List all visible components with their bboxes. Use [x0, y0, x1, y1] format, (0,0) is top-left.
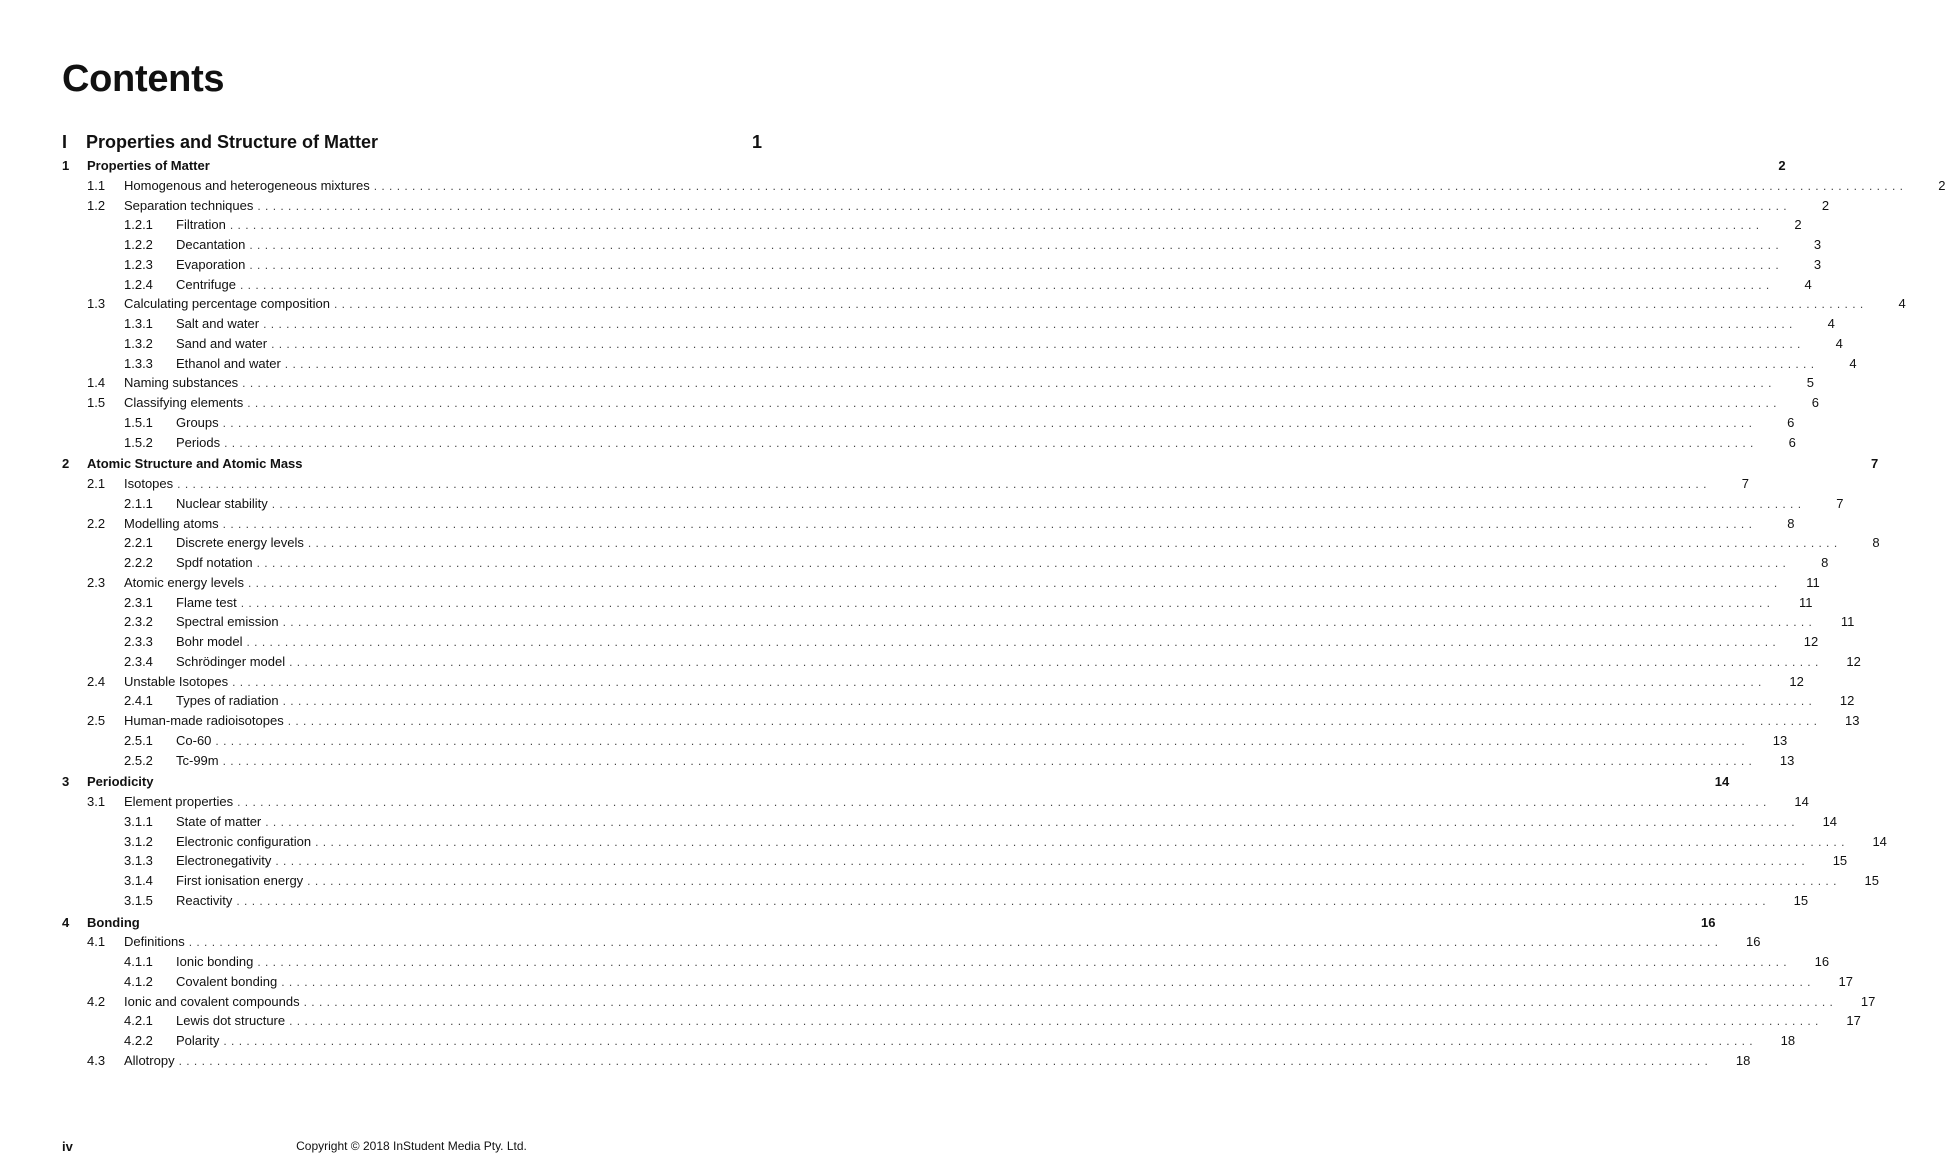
dot-leader: . . . . . . . . . . . . . . . . . . . . . . . . . . . . . . . . . . . . . . . . . . . . . . . . . . . . . . . . . . . . . . . . . . . . . . . . . . . . . . . . . . . . . . . . . . . . . . . . . . . . . . . . . . . . . . . . . . . . . . . . . . . . . . . . . . . . . . . . . . . . . . . . . . . . . . . . . . . . . . . . . . . . . . . . . . . . . . . . . . . . . . . . . . . . . . . . . . . . . . . . [303, 994, 1834, 1009]
toc-entry-number: 3.1.2 [124, 833, 153, 849]
toc-subsection-entry[interactable] [62, 632, 1819, 652]
toc-entry-title: Filtration [176, 217, 226, 233]
toc-entry-title: Spectral emission [176, 614, 279, 630]
dot-leader: . . . . . . . . . . . . . . . . . . . . . . . . . . . . . . . . . . . . . . . . . . . . . . . . . . . . . . . . . . . . . . . . . . . . . . . . . . . . . . . . . . . . . . . . . . . . . . . . . . . . . . . . . . . . . . . . . . . . . . . . . . . . . . . . . . . . . . . . . . . . . . . . . . . . . . . . . . . . . . . . . . . . . . . . . . . . . . . . . . . . . . . . . . . . . . . . . . . . . . . . [236, 893, 1767, 908]
toc-entry-page-number: 18 [1735, 1052, 1751, 1068]
dot-leader: . . . . . . . . . . . . . . . . . . . . . . . . . . . . . . . . . . . . . . . . . . . . . . . . . . . . . . . . . . . . . . . . . . . . . . . . . . . . . . . . . . . . . . . . . . . . . . . . . . . . . . . . . . . . . . . . . . . . . . . . . . . . . . . . . . . . . . . . . . . . . . . . . . . . . . . . . . . . . . . . . . . . . . . . . . . . . . . . . . . . . . . . . . . . . . . . . . . . . . . . [289, 1014, 1819, 1029]
toc-subsection-entry[interactable] [62, 1031, 1796, 1051]
toc-entry-number: 1.1 [87, 177, 106, 193]
dot-leader: . . . . . . . . . . . . . . . . . . . . . . . . . . . . . . . . . . . . . . . . . . . . . . . . . . . . . . . . . . . . . . . . . . . . . . . . . . . . . . . . . . . . . . . . . . . . . . . . . . . . . . . . . . . . . . . . . . . . . . . . . . . . . . . . . . . . . . . . . . . . . . . . . . . . . . . . . . . . . . . . . . . . . . . . . . . . . . . . . . . . . . . . . . . . . . . . . . . . . . . . [265, 814, 1796, 829]
toc-entry-title: Electronegativity [176, 853, 272, 869]
dot-leader: . . . . . . . . . . . . . . . . . . . . . . . . . . . . . . . . . . . . . . . . . . . . . . . . . . . . . . . . . . . . . . . . . . . . . . . . . . . . . . . . . . . . . . . . . . . . . . . . . . . . . . . . . . . . . . . . . . . . . . . . . . . . . . . . . . . . . . . . . . . . . . . . . . . . . . . . . . . . . . . . . . . . . . . . . . . . . . . . . . . . . . . . . . . . . . . . . . . . . . . . [275, 854, 1806, 869]
toc-entry-title: Electronic configuration [176, 833, 312, 849]
toc-entry-number: 3.1.4 [124, 873, 153, 888]
toc-entry-title: Polarity [176, 1033, 220, 1048]
toc-entry-number: 3.1.5 [124, 892, 153, 908]
part-title: Properties and Structure of Matter [86, 131, 379, 152]
dot-leader: . . . . . . . . . . . . . . . . . . . . . . . . . . . . . . . . . . . . . . . . . . . . . . . . . . . . . . . . . . . . . . . . . . . . . . . . . . . . . . . . . . . . . . . . . . . . . . . . . . . . . . . . . . . . . . . . . . . . . . . . . . . . . . . . . . . . . . . . . . . . . . . . . . . . . . . . . . . . . . . . . . . . . . . . . . . . . . . . . . . . . . . . . . . . . . . . . . . . . . . . [271, 336, 1801, 351]
toc-entry-page-number: 2 [1778, 158, 1786, 173]
toc-subsection-entry[interactable] [62, 832, 1887, 852]
dot-leader: . . . . . . . . . . . . . . . . . . . . . . . . . . . . . . . . . . . . . . . . . . . . . . . . . . . . . . . . . . . . . . . . . . . . . . . . . . . . . . . . . . . . . . . . . . . . . . . . . . . . . . . . . . . . . . . . . . . . . . . . . . . . . . . . . . . . . . . . . . . . . . . . . . . . . . . . . . . . . . . . . . . . . . . . . . . . . . . . . . . . . . . . . . . . . . . . . . . . . . . . [246, 635, 1777, 649]
toc-entry-page-number: 16 [1814, 954, 1830, 969]
toc-subsection-entry[interactable] [62, 972, 1853, 992]
toc-entry-title: Schrödinger model [176, 653, 286, 669]
toc-section-entry[interactable] [62, 932, 1761, 952]
toc-entry-title: Definitions [124, 934, 185, 950]
toc-subsection-entry[interactable] [62, 494, 1844, 514]
toc-entry-title: Co-60 [176, 732, 212, 748]
toc-entry-page-number: 12 [1789, 673, 1804, 689]
toc-entry-title: Covalent bonding [176, 973, 278, 989]
part-page-number: 1 [751, 131, 762, 152]
dot-leader: . . . . . . . . . . . . . . . . . . . . . . . . . . . . . . . . . . . . . . . . . . . . . . . . . . . . . . . . . . . . . . . . . . . . . . . . . . . . . . . . . . . . . . . . . . . . . . . . . . . . . . . . . . . . . . . . . . . . . . . . . . . . . . . . . . . . . . . . . . . . . . . . . . . . . . . . . . . . . . . . . . . . . . . . . . . . . . . . . . . . . . . . . . . . . . . . . . . . . . . . [282, 615, 1813, 630]
toc-entry-title: Isotopes [124, 476, 174, 491]
toc-entry-page-number: 15 [1832, 853, 1848, 869]
toc-entry-page-number: 18 [1780, 1033, 1796, 1048]
dot-leader: . . . . . . . . . . . . . . . . . . . . . . . . . . . . . . . . . . . . . . . . . . . . . . . . . . . . . . . . . . . . . . . . . . . . . . . . . . . . . . . . . . . . . . . . . . . . . . . . . . . . . . . . . . . . . . . . . . . . . . . . . . . . . . . . . . . . . . . . . . . . . . . . . . . . . . . . . . . . . . . . . . . . . . . . . . . . . . . . . . . . . . . . . . . . . . . . . . . . . . . . [178, 1053, 1709, 1068]
toc-subsection-entry[interactable] [62, 413, 1795, 433]
toc-entry-number: 1.2.4 [124, 276, 153, 292]
dot-leader: . . . . . . . . . . . . . . . . . . . . . . . . . . . . . . . . . . . . . . . . . . . . . . . . . . . . . . . . . . . . . . . . . . . . . . . . . . . . . . . . . . . . . . . . . . . . . . . . . . . . . . . . . . . . . . . . . . . . . . . . . . . . . . . . . . . . . . . . . . . . . . . . . . . . . . . . . . . . . . . . . . . . . . . . . . . . . . . . . . . . . . . . . . . . . . . . . . . . . . . . [249, 238, 1780, 252]
toc-entry-number: 1.2.2 [124, 237, 153, 252]
toc-section-entry[interactable] [62, 672, 1804, 692]
toc-entry-page-number: 16 [1746, 934, 1761, 950]
toc-entry-page-number: 15 [1793, 892, 1809, 908]
dot-leader: . . . . . . . . . . . . . . . . . . . . . . . . . . . . . . . . . . . . . . . . . . . . . . . . . . . . . . . . . . . . . . . . . . . . . . . . . . . . . . . . . . . . . . . . . . . . . . . . . . . . . . . . . . . . . . . . . . . . . . . . . . . . . . . . . . . . . . . . . . . . . . . . . . . . . . . . . . . . . . . . . . . . . . . . . . . . . . . . . . . . . . . . . . . . . . . . . . . . . . . . [263, 317, 1793, 331]
toc-entry-number: 2.2.1 [124, 535, 153, 551]
toc-entry-title: Bonding [87, 914, 140, 930]
toc-entry-title: Properties of Matter [87, 158, 210, 173]
toc-entry-title: Groups [176, 414, 219, 430]
toc-entry-title: Atomic Structure and Atomic Mass [87, 456, 303, 472]
toc-subsection-entry[interactable] [62, 751, 1795, 771]
toc-section-entry[interactable] [62, 792, 1809, 812]
dot-leader: . . . . . . . . . . . . . . . . . . . . . . . . . . . . . . . . . . . . . . . . . . . . . . . . . . . . . . . . . . . . . . . . . . . . . . . . . . . . . . . . . . . . . . . . . . . . . . . . . . . . . . . . . . . . . . . . . . . . . . . . . . . . . . . . . . . . . . . . . . . . . . . . . . . . . . . . . . . . . . . . . . . . . . . . . . . . . . . . . . . . . . . . . . . . . . . . . . . . . . . . [282, 694, 1813, 709]
dot-leader: . . . . . . . . . . . . . . . . . . . . . . . . . . . . . . . . . . . . . . . . . . . . . . . . . . . . . . . . . . . . . . . . . . . . . . . . . . . . . . . . . . . . . . . . . . . . . . . . . . . . . . . . . . . . . . . . . . . . . . . . . . . . . . . . . . . . . . . . . . . . . . . . . . . . . . . . . . . . . . . . . . . . . . . . . . . . . . . . . . . . . . . . . . . . . . . . . . . . . . . . [281, 974, 1811, 989]
toc-subsection-entry[interactable] [62, 731, 1788, 751]
toc-subsection-entry[interactable] [62, 652, 1861, 672]
dot-leader: . . . . . . . . . . . . . . . . . . . . . . . . . . . . . . . . . . . . . . . . . . . . . . . . . . . . . . . . . . . . . . . . . . . . . . . . . . . . . . . . . . . . . . . . . . . . . . . . . . . . . . . . . . . . . . . . . . . . . . . . . . . . . . . . . . . . . . . . . . . . . . . . . . . . . . . . . . . . . . . . . . . . . . . . . . . . . . . . . . . . . . . . . . . . . . . . . . . . . . . . [222, 415, 1753, 430]
dot-leader: . . . . . . . . . . . . . . . . . . . . . . . . . . . . . . . . . . . . . . . . . . . . . . . . . . . . . . . . . . . . . . . . . . . . . . . . . . . . . . . . . . . . . . . . . . . . . . . . . . . . . . . . . . . . . . . . . . . . . . . . . . . . . . . . . . . . . . . . . . . . . . . . . . . . . . . . . . . . . . . . . . . . . . . . . . . . . . . . . . . . . . . . . . . . . . . . . . . . . . . . [307, 536, 1838, 551]
toc-entry-page-number: 14 [1794, 794, 1809, 809]
toc-entry-page-number: 4 [1898, 296, 1906, 312]
toc-entry-page-number: 3 [1813, 256, 1822, 272]
toc-entry-page-number: 2 [1821, 197, 1830, 213]
toc-entry-page-number: 7 [1871, 456, 1879, 472]
toc-entry-title: Spdf notation [176, 555, 253, 570]
toc-entry-title: Tc-99m [176, 752, 219, 768]
toc-entry-number: 1.2.1 [124, 217, 153, 233]
footer-copyright: Copyright © 2018 InStudent Media Pty. Ltd. [296, 1139, 527, 1153]
toc-chapter-entry[interactable] [62, 772, 1730, 792]
toc-entry-title: Bohr model [176, 634, 243, 649]
toc-entry-title: Salt and water [176, 316, 260, 331]
toc-entry-page-number: 17 [1860, 993, 1876, 1009]
toc-entry-page-number: 11 [1840, 614, 1855, 630]
toc-section-entry[interactable] [62, 373, 1814, 393]
toc-entry-page-number: 16 [1701, 914, 1716, 930]
dot-leader: . . . . . . . . . . . . . . . . . . . . . . . . . . . . . . . . . . . . . . . . . . . . . . . . . . . . . . . . . . . . . . . . . . . . . . . . . . . . . . . . . . . . . . . . . . . . . . . . . . . . . . . . . . . . . . . . . . . . . . . . . . . . . . . . . . . . . . . . . . . . . . . . . . . . . . . . . . . . . . . . . . . . . . . . . . . . . . . . . . . . . . . . . . . . . . . . . . . . . . . . [229, 218, 1760, 233]
toc-entry-number: 1.5 [87, 395, 106, 410]
toc-entry-page-number: 15 [1864, 873, 1879, 888]
toc-entry-page-number: 6 [1787, 414, 1795, 430]
dot-leader: . . . . . . . . . . . . . . . . . . . . . . . . . . . . . . . . . . . . . . . . . . . . . . . . . . . . . . . . . . . . . . . . . . . . . . . . . . . . . . . . . . . . . . . . . . . . . . . . . . . . . . . . . . . . . . . . . . . . . . . . . . . . . . . . . . . . . . . . . . . . . . . . . . . . . . . . . . . . . . . . . . . . . . . . . . . . . . . . . . . . . . . . . . . . . . . . . . . . . . . . [224, 435, 1754, 450]
toc-entry-title: Calculating percentage composition [124, 296, 330, 312]
toc-subsection-entry[interactable] [62, 334, 1843, 354]
dot-leader: . . . . . . . . . . . . . . . . . . . . . . . . . . . . . . . . . . . . . . . . . . . . . . . . . . . . . . . . . . . . . . . . . . . . . . . . . . . . . . . . . . . . . . . . . . . . . . . . . . . . . . . . . . . . . . . . . . . . . . . . . . . . . . . . . . . . . . . . . . . . . . . . . . . . . . . . . . . . . . . . . . . . . . . . . . . . . . . . . . . . . . . . . . . . . . . . . . . . . . . . [188, 935, 1719, 950]
dot-leader: . . . . . . . . . . . . . . . . . . . . . . . . . . . . . . . . . . . . . . . . . . . . . . . . . . . . . . . . . . . . . . . . . . . . . . . . . . . . . . . . . . . . . . . . . . . . . . . . . . . . . . . . . . . . . . . . . . . . . . . . . . . . . . . . . . . . . . . . . . . . . . . . . . . . . . . . . . . . . . . . . . . . . . . . . . . . . . . . . . . . . . . . . . . . . . . . . . . . . . . . [333, 297, 1864, 312]
toc-entry-title: Sand and water [176, 335, 268, 351]
toc-entry-title: Lewis dot structure [176, 1013, 286, 1029]
toc-entry-page-number: 8 [1787, 515, 1795, 531]
toc-entry-title: State of matter [176, 813, 262, 829]
footer-page-number: iv [62, 1139, 73, 1154]
toc-entry-number: 4.1.1 [124, 954, 153, 969]
toc-section-entry[interactable] [62, 176, 1945, 196]
toc-entry-page-number: 14 [1872, 833, 1887, 849]
toc-entry-number: 1.5.2 [124, 434, 153, 450]
dot-leader: . . . . . . . . . . . . . . . . . . . . . . . . . . . . . . . . . . . . . . . . . . . . . . . . . . . . . . . . . . . . . . . . . . . . . . . . . . . . . . . . . . . . . . . . . . . . . . . . . . . . . . . . . . . . . . . . . . . . . . . . . . . . . . . . . . . . . . . . . . . . . . . . . . . . . . . . . . . . . . . . . . . . . . . . . . . . . . . . . . . . . . . . . . . . . . . . . . . . . . . . [223, 1034, 1754, 1048]
toc-entry-page-number: 13 [1779, 752, 1795, 768]
toc-section-entry[interactable] [62, 992, 1876, 1012]
toc-entry-title: Types of radiation [176, 693, 279, 709]
toc-entry-number: 1.4 [87, 375, 106, 391]
page-title: Contents [62, 58, 225, 100]
toc-entry-title: Unstable Isotopes [124, 673, 229, 689]
toc-entry-page-number: 4 [1849, 355, 1857, 371]
toc-entry-title: Ionic and covalent compounds [124, 993, 300, 1009]
toc-entry-number: 4.2.2 [124, 1033, 153, 1048]
toc-section-entry[interactable] [62, 393, 1819, 413]
dot-leader: . . . . . . . . . . . . . . . . . . . . . . . . . . . . . . . . . . . . . . . . . . . . . . . . . . . . . . . . . . . . . . . . . . . . . . . . . . . . . . . . . . . . . . . . . . . . . . . . . . . . . . . . . . . . . . . . . . . . . . . . . . . . . . . . . . . . . . . . . . . . . . . . . . . . . . . . . . . . . . . . . . . . . . . . . . . . . . . . . . . . . . . . . . . . . . . . . . . . . . . . [237, 795, 1767, 809]
toc-entry-title: Classifying elements [124, 395, 244, 410]
dot-leader: . . . . . . . . . . . . . . . . . . . . . . . . . . . . . . . . . . . . . . . . . . . . . . . . . . . . . . . . . . . . . . . . . . . . . . . . . . . . . . . . . . . . . . . . . . . . . . . . . . . . . . . . . . . . . . . . . . . . . . . . . . . . . . . . . . . . . . . . . . . . . . . . . . . . . . . . . . . . . . . . . . . . . . . . . . . . . . . . . . . . . . . . . . . . . . . . . . . . . . . . [257, 198, 1788, 213]
toc-entry-title: Periodicity [87, 774, 154, 790]
toc-entry-number: 3.1.3 [124, 853, 153, 869]
toc-entry-title: Ionic bonding [176, 954, 254, 969]
toc-entry-number: 1 [62, 158, 70, 173]
toc-section-entry[interactable] [62, 474, 1749, 494]
toc-entry-page-number: 4 [1827, 316, 1835, 331]
toc-entry-number: 2.2 [87, 515, 106, 531]
toc-entry-number: 3 [62, 774, 70, 790]
toc-entry-number: 2.5 [87, 713, 106, 728]
toc-entry-page-number: 5 [1806, 375, 1814, 391]
toc-entry-page-number: 8 [1821, 555, 1829, 570]
toc-entry-number: 2.4.1 [124, 693, 153, 709]
dot-leader: . . . . . . . . . . . . . . . . . . . . . . . . . . . . . . . . . . . . . . . . . . . . . . . . . . . . . . . . . . . . . . . . . . . . . . . . . . . . . . . . . . . . . . . . . . . . . . . . . . . . . . . . . . . . . . . . . . . . . . . . . . . . . . . . . . . . . . . . . . . . . . . . . . . . . . . . . . . . . . . . . . . . . . . . . . . . . . . . . . . . . . . . . . . . . . . . . . . . . . . . [257, 955, 1788, 969]
toc-entry-title: Element properties [124, 794, 234, 809]
toc-entry-title: Naming substances [124, 375, 239, 391]
toc-entry-page-number: 17 [1846, 1013, 1861, 1029]
toc-entry-page-number: 11 [1798, 594, 1813, 610]
toc-entry-number: 2.4 [87, 673, 106, 689]
dot-leader: . . . . . . . . . . . . . . . . . . . . . . . . . . . . . . . . . . . . . . . . . . . . . . . . . . . . . . . . . . . . . . . . . . . . . . . . . . . . . . . . . . . . . . . . . . . . . . . . . . . . . . . . . . . . . . . . . . . . . . . . . . . . . . . . . . . . . . . . . . . . . . . . . . . . . . . . . . . . . . . . . . . . . . . . . . . . . . . . . . . . . . . . . . . . . . . . . . . . . . . . [307, 874, 1837, 888]
toc-chapter-entry[interactable] [62, 156, 1786, 176]
dot-leader: . . . . . . . . . . . . . . . . . . . . . . . . . . . . . . . . . . . . . . . . . . . . . . . . . . . . . . . . . . . . . . . . . . . . . . . . . . . . . . . . . . . . . . . . . . . . . . . . . . . . . . . . . . . . . . . . . . . . . . . . . . . . . . . . . . . . . . . . . . . . . . . . . . . . . . . . . . . . . . . . . . . . . . . . . . . . . . . . . . . . . . . . . . . . . . . . . . . . . . . . [247, 396, 1777, 410]
toc-entry-title: Modelling atoms [124, 515, 219, 531]
toc-subsection-entry[interactable] [62, 952, 1830, 972]
dot-leader: . . . . . . . . . . . . . . . . . . . . . . . . . . . . . . . . . . . . . . . . . . . . . . . . . . . . . . . . . . . . . . . . . . . . . . . . . . . . . . . . . . . . . . . . . . . . . . . . . . . . . . . . . . . . . . . . . . . . . . . . . . . . . . . . . . . . . . . . . . . . . . . . . . . . . . . . . . . . . . . . . . . . . . . . . . . . . . . . . . . . . . . . . . . . . . . . . . . . . . . . [247, 575, 1778, 590]
dot-leader: . . . . . . . . . . . . . . . . . . . . . . . . . . . . . . . . . . . . . . . . . . . . . . . . . . . . . . . . . . . . . . . . . . . . . . . . . . . . . . . . . . . . . . . . . . . . . . . . . . . . . . . . . . . . . . . . . . . . . . . . . . . . . . . . . . . . . . . . . . . . . . . . . . . . . . . . . . . . . . . . . . . . . . . . . . . . . . . . . . . . . . . . . . . . . . . . . . . . . . . . [289, 654, 1819, 669]
toc-entry-page-number: 12 [1846, 653, 1861, 669]
dot-leader: . . . . . . . . . . . . . . . . . . . . . . . . . . . . . . . . . . . . . . . . . . . . . . . . . . . . . . . . . . . . . . . . . . . . . . . . . . . . . . . . . . . . . . . . . . . . . . . . . . . . . . . . . . . . . . . . . . . . . . . . . . . . . . . . . . . . . . . . . . . . . . . . . . . . . . . . . . . . . . . . . . . . . . . . . . . . . . . . . . . . . . . . . . . . . . . . . . . . . . . . [215, 733, 1746, 748]
toc-entry-page-number: 11 [1806, 574, 1820, 590]
toc-entry-page-number: 7 [1836, 495, 1844, 511]
toc-entry-number: 2.2.2 [124, 555, 153, 570]
toc-entry-number: 4.3 [87, 1052, 106, 1068]
toc-subsection-entry[interactable] [62, 891, 1809, 911]
toc-entry-title: First ionisation energy [176, 873, 304, 888]
toc-entry-title: Human-made radioisotopes [124, 713, 284, 728]
toc-subsection-entry[interactable] [62, 235, 1822, 255]
toc-subsection-entry[interactable] [62, 533, 1880, 553]
dot-leader: . . . . . . . . . . . . . . . . . . . . . . . . . . . . . . . . . . . . . . . . . . . . . . . . . . . . . . . . . . . . . . . . . . . . . . . . . . . . . . . . . . . . . . . . . . . . . . . . . . . . . . . . . . . . . . . . . . . . . . . . . . . . . . . . . . . . . . . . . . . . . . . . . . . . . . . . . . . . . . . . . . . . . . . . . . . . . . . . . . . . . . . . . . . . . . . . . . . . . . . . [240, 595, 1771, 610]
dot-leader: . . . . . . . . . . . . . . . . . . . . . . . . . . . . . . . . . . . . . . . . . . . . . . . . . . . . . . . . . . . . . . . . . . . . . . . . . . . . . . . . . . . . . . . . . . . . . . . . . . . . . . . . . . . . . . . . . . . . . . . . . . . . . . . . . . . . . . . . . . . . . . . . . . . . . . . . . . . . . . . . . . . . . . . . . . . . . . . . . . . . . . . . . . . . . . . . . . . . . . . . [222, 516, 1753, 531]
toc-entry-number: 2.5.1 [124, 732, 153, 748]
toc-subsection-entry[interactable] [62, 593, 1813, 613]
toc-entry-page-number: 12 [1839, 693, 1855, 709]
toc-section-entry[interactable] [62, 294, 1906, 314]
toc-subsection-entry[interactable] [62, 215, 1802, 235]
toc-entry-title: Evaporation [176, 256, 246, 272]
toc-subsection-entry[interactable] [62, 851, 1848, 871]
toc-entry-page-number: 12 [1803, 634, 1819, 649]
dot-leader: . . . . . . . . . . . . . . . . . . . . . . . . . . . . . . . . . . . . . . . . . . . . . . . . . . . . . . . . . . . . . . . . . . . . . . . . . . . . . . . . . . . . . . . . . . . . . . . . . . . . . . . . . . . . . . . . . . . . . . . . . . . . . . . . . . . . . . . . . . . . . . . . . . . . . . . . . . . . . . . . . . . . . . . . . . . . . . . . . . . . . . . . . . . . . . . . . . . . . . . . [222, 753, 1753, 768]
toc-entry-page-number: 13 [1845, 713, 1860, 728]
toc-subsection-entry[interactable] [62, 871, 1879, 891]
toc-entry-number: 1.3.2 [124, 335, 153, 351]
toc-entry-number: 4 [62, 914, 70, 930]
dot-leader: . . . . . . . . . . . . . . . . . . . . . . . . . . . . . . . . . . . . . . . . . . . . . . . . . . . . . . . . . . . . . . . . . . . . . . . . . . . . . . . . . . . . . . . . . . . . . . . . . . . . . . . . . . . . . . . . . . . . . . . . . . . . . . . . . . . . . . . . . . . . . . . . . . . . . . . . . . . . . . . . . . . . . . . . . . . . . . . . . . . . . . . . . . . . . . . . . . . . . . . . [284, 356, 1815, 371]
toc-entry-number: 3.1 [87, 794, 106, 809]
toc-entry-number: 3.1.1 [124, 813, 153, 829]
toc-entry-number: 1.3 [87, 296, 106, 312]
toc-entry-number: 4.2.1 [124, 1013, 153, 1029]
toc-subsection-entry[interactable] [62, 812, 1838, 832]
toc-subsection-entry[interactable] [62, 1011, 1861, 1031]
toc-subsection-entry[interactable] [62, 314, 1835, 334]
toc-entry-number: 1.2.3 [124, 256, 153, 272]
toc-entry-number: 2.3.2 [124, 614, 153, 630]
toc-entry-page-number: 14 [1822, 813, 1838, 829]
toc-chapter-entry[interactable] [62, 454, 1879, 474]
toc-entry-title: Atomic energy levels [124, 574, 244, 590]
dot-leader: . . . . . . . . . . . . . . . . . . . . . . . . . . . . . . . . . . . . . . . . . . . . . . . . . . . . . . . . . . . . . . . . . . . . . . . . . . . . . . . . . . . . . . . . . . . . . . . . . . . . . . . . . . . . . . . . . . . . . . . . . . . . . . . . . . . . . . . . . . . . . . . . . . . . . . . . . . . . . . . . . . . . . . . . . . . . . . . . . . . . . . . . . . . . . . . . . . . . . . . . [242, 376, 1772, 391]
toc-section-entry[interactable] [62, 573, 1820, 593]
toc-entry-number: 2.1.1 [124, 495, 153, 511]
dot-leader: . . . . . . . . . . . . . . . . . . . . . . . . . . . . . . . . . . . . . . . . . . . . . . . . . . . . . . . . . . . . . . . . . . . . . . . . . . . . . . . . . . . . . . . . . . . . . . . . . . . . . . . . . . . . . . . . . . . . . . . . . . . . . . . . . . . . . . . . . . . . . . . . . . . . . . . . . . . . . . . . . . . . . . . . . . . . . . . . . . . . . . . . . . . . . . . . . . . . . . . . [256, 556, 1787, 570]
toc-entry-page-number: 6 [1811, 395, 1819, 410]
toc-subsection-entry[interactable] [62, 553, 1829, 573]
toc-entry-number: 1.2 [87, 197, 106, 213]
toc-subsection-entry[interactable] [62, 255, 1822, 275]
toc-entry-number: 1.3.1 [124, 316, 153, 331]
toc-entry-title: Decantation [176, 237, 246, 252]
toc-entry-number: 2.3 [87, 574, 106, 590]
toc-entry-number: 2 [62, 456, 70, 472]
toc-entry-number: 1.5.1 [124, 414, 153, 430]
toc-entry-title: Ethanol and water [176, 355, 281, 371]
toc-entry-page-number: 2 [1938, 177, 1945, 193]
dot-leader: . . . . . . . . . . . . . . . . . . . . . . . . . . . . . . . . . . . . . . . . . . . . . . . . . . . . . . . . . . . . . . . . . . . . . . . . . . . . . . . . . . . . . . . . . . . . . . . . . . . . . . . . . . . . . . . . . . . . . . . . . . . . . . . . . . . . . . . . . . . . . . . . . . . . . . . . . . . . . . . . . . . . . . . . . . . . . . . . . . . . . . . . . . . . . . . . . . . . . . . . [177, 477, 1707, 491]
toc-entry-page-number: 8 [1872, 535, 1880, 551]
toc-subsection-entry[interactable] [62, 691, 1855, 711]
toc-entry-title: Homogenous and heterogeneous mixtures [124, 177, 370, 193]
toc-entry-title: Periods [176, 434, 221, 450]
dot-leader: . . . . . . . . . . . . . . . . . . . . . . . . . . . . . . . . . . . . . . . . . . . . . . . . . . . . . . . . . . . . . . . . . . . . . . . . . . . . . . . . . . . . . . . . . . . . . . . . . . . . . . . . . . . . . . . . . . . . . . . . . . . . . . . . . . . . . . . . . . . . . . . . . . . . . . . . . . . . . . . . . . . . . . . . . . . . . . . . . . . . . . . . . . . . . . . . . . . . . . . . [287, 714, 1818, 728]
dot-leader: . . . . . . . . . . . . . . . . . . . . . . . . . . . . . . . . . . . . . . . . . . . . . . . . . . . . . . . . . . . . . . . . . . . . . . . . . . . . . . . . . . . . . . . . . . . . . . . . . . . . . . . . . . . . . . . . . . . . . . . . . . . . . . . . . . . . . . . . . . . . . . . . . . . . . . . . . . . . . . . . . . . . . . . . . . . . . . . . . . . . . . . . . . . . . . . . . . . . . . . . [315, 834, 1845, 849]
toc-entry-number: 1.3.3 [124, 355, 153, 371]
toc-entry-page-number: 4 [1804, 276, 1812, 292]
toc-subsection-entry[interactable] [62, 612, 1855, 632]
toc-part-heading[interactable] [62, 130, 762, 154]
toc-subsection-entry[interactable] [62, 354, 1857, 374]
toc-section-entry[interactable] [62, 1051, 1751, 1071]
toc-section-entry[interactable] [62, 514, 1795, 534]
toc-entry-page-number: 17 [1838, 973, 1853, 989]
toc-entry-title: Reactivity [176, 892, 233, 908]
toc-entry-page-number: 13 [1772, 732, 1788, 748]
part-number: I [62, 131, 68, 152]
toc-entry-title: Flame test [176, 594, 237, 610]
toc-entry-title: Centrifuge [176, 276, 236, 292]
dot-leader: . . . . . . . . . . . . . . . . . . . . . . . . . . . . . . . . . . . . . . . . . . . . . . . . . . . . . . . . . . . . . . . . . . . . . . . . . . . . . . . . . . . . . . . . . . . . . . . . . . . . . . . . . . . . . . . . . . . . . . . . . . . . . . . . . . . . . . . . . . . . . . . . . . . . . . . . . . . . . . . . . . . . . . . . . . . . . . . . . . . . . . . . . . . . . . . . . . . . . . . . [271, 496, 1802, 511]
dot-leader: . . . . . . . . . . . . . . . . . . . . . . . . . . . . . . . . . . . . . . . . . . . . . . . . . . . . . . . . . . . . . . . . . . . . . . . . . . . . . . . . . . . . . . . . . . . . . . . . . . . . . . . . . . . . . . . . . . . . . . . . . . . . . . . . . . . . . . . . . . . . . . . . . . . . . . . . . . . . . . . . . . . . . . . . . . . . . . . . . . . . . . . . . . . . . . . . . . . . . . . . [373, 178, 1904, 193]
toc-entry-number: 2.1 [87, 476, 106, 491]
toc-entry-title: Discrete energy levels [176, 535, 304, 551]
dot-leader: . . . . . . . . . . . . . . . . . . . . . . . . . . . . . . . . . . . . . . . . . . . . . . . . . . . . . . . . . . . . . . . . . . . . . . . . . . . . . . . . . . . . . . . . . . . . . . . . . . . . . . . . . . . . . . . . . . . . . . . . . . . . . . . . . . . . . . . . . . . . . . . . . . . . . . . . . . . . . . . . . . . . . . . . . . . . . . . . . . . . . . . . . . . . . . . . . . . . . . . . [232, 674, 1762, 689]
dot-leader: . . . . . . . . . . . . . . . . . . . . . . . . . . . . . . . . . . . . . . . . . . . . . . . . . . . . . . . . . . . . . . . . . . . . . . . . . . . . . . . . . . . . . . . . . . . . . . . . . . . . . . . . . . . . . . . . . . . . . . . . . . . . . . . . . . . . . . . . . . . . . . . . . . . . . . . . . . . . . . . . . . . . . . . . . . . . . . . . . . . . . . . . . . . . . . . . . . . . . . . . [239, 277, 1770, 292]
toc-entry-title: Allotropy [124, 1052, 175, 1068]
toc-entry-page-number: 14 [1714, 774, 1730, 790]
toc-entry-number: 2.3.3 [124, 634, 153, 649]
toc-entry-number: 2.3.4 [124, 653, 153, 669]
toc-chapter-entry[interactable] [62, 913, 1716, 933]
toc-entry-number: 2.5.2 [124, 752, 153, 768]
toc-entry-page-number: 7 [1741, 476, 1749, 491]
toc-entry-number: 4.2 [87, 993, 106, 1009]
toc-entry-page-number: 2 [1794, 217, 1802, 233]
toc-entry-page-number: 3 [1813, 237, 1822, 252]
toc-entry-number: 2.3.1 [124, 594, 153, 610]
toc-section-entry[interactable] [62, 196, 1830, 216]
table-of-contents [62, 156, 1945, 1071]
toc-entry-page-number: 4 [1835, 335, 1843, 351]
toc-subsection-entry[interactable] [62, 275, 1812, 295]
toc-section-entry[interactable] [62, 711, 1860, 731]
toc-entry-number: 4.1 [87, 934, 106, 950]
toc-entry-page-number: 6 [1788, 434, 1796, 450]
toc-subsection-entry[interactable] [62, 433, 1796, 453]
toc-entry-title: Nuclear stability [176, 495, 268, 511]
toc-entry-number: 4.1.2 [124, 973, 153, 989]
toc-entry-title: Separation techniques [124, 197, 254, 213]
dot-leader: . . . . . . . . . . . . . . . . . . . . . . . . . . . . . . . . . . . . . . . . . . . . . . . . . . . . . . . . . . . . . . . . . . . . . . . . . . . . . . . . . . . . . . . . . . . . . . . . . . . . . . . . . . . . . . . . . . . . . . . . . . . . . . . . . . . . . . . . . . . . . . . . . . . . . . . . . . . . . . . . . . . . . . . . . . . . . . . . . . . . . . . . . . . . . . . . . . . . . . . . [249, 257, 1780, 272]
